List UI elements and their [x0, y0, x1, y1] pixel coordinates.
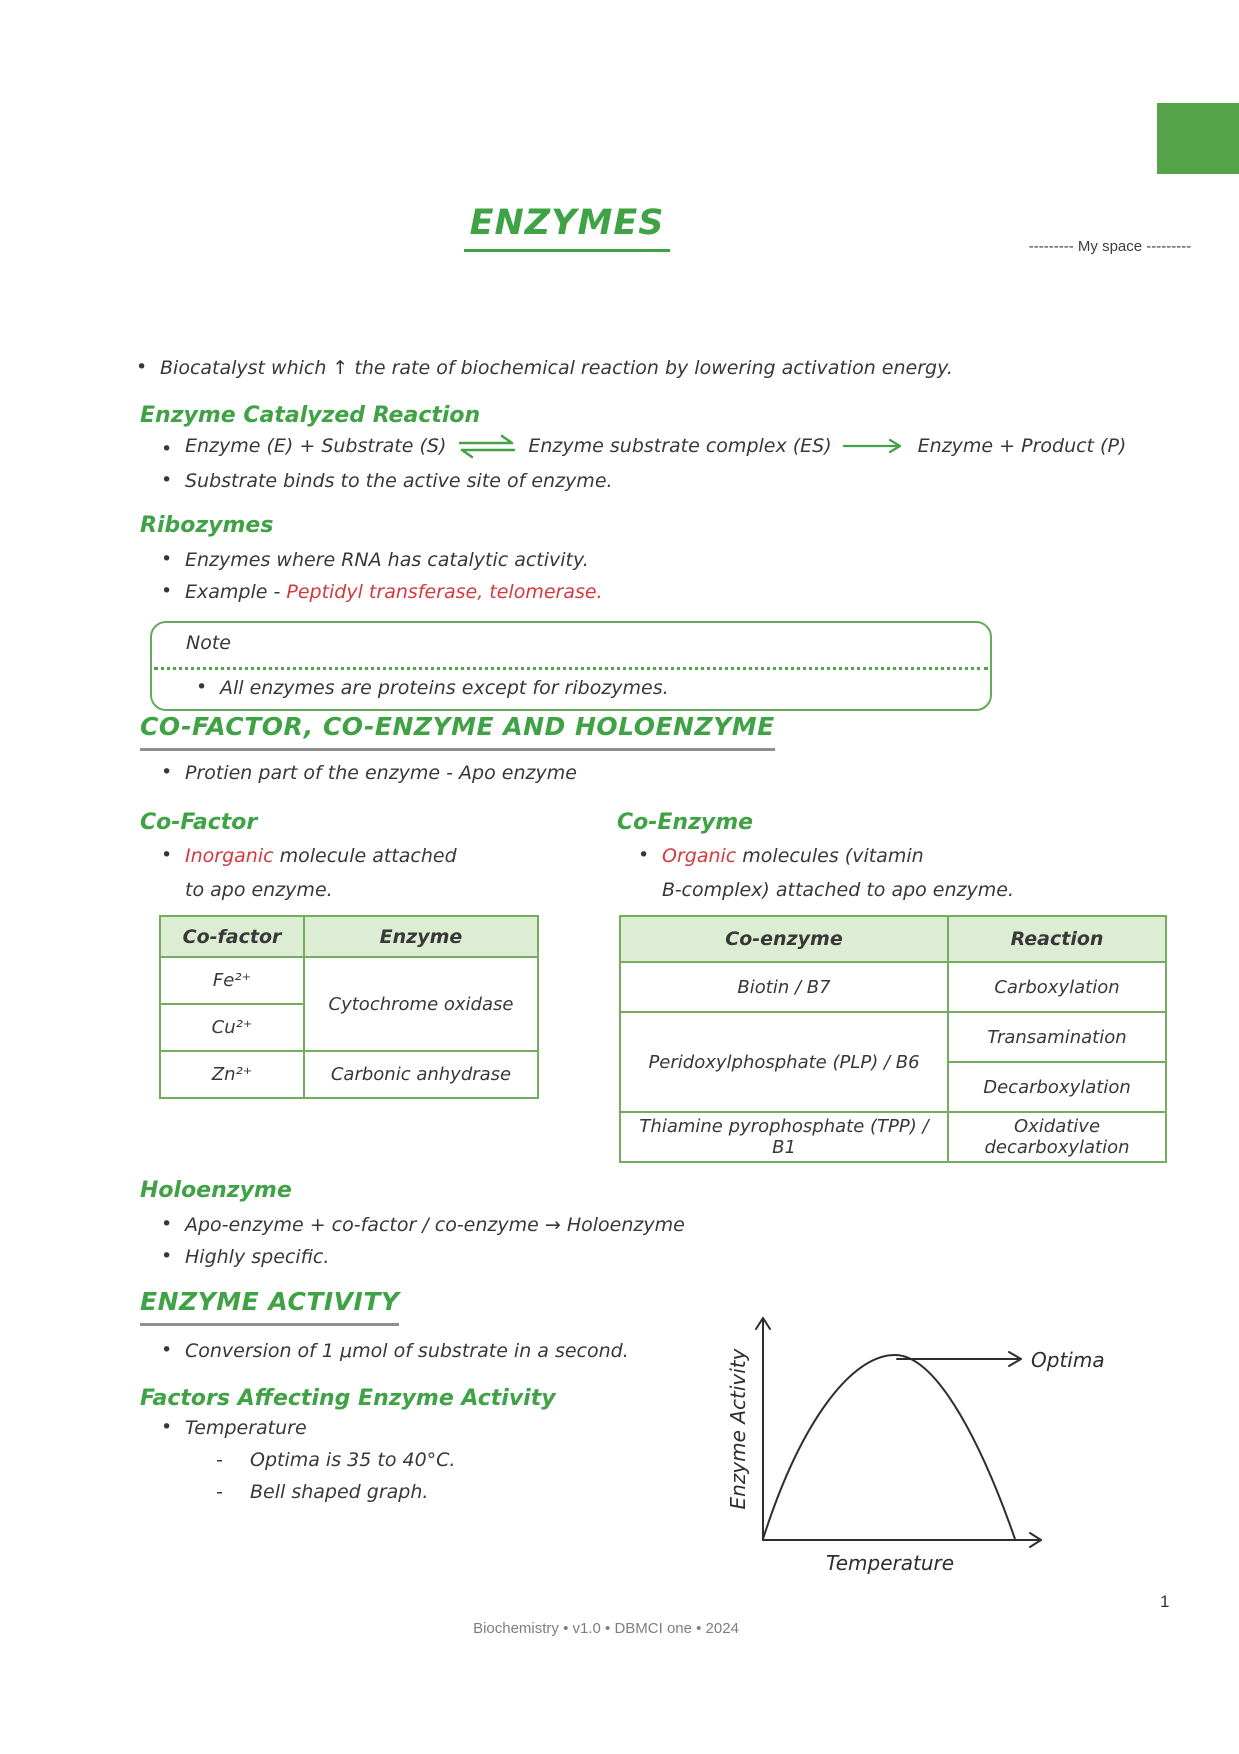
table-cell-cu: Cu²⁺ — [160, 1004, 304, 1051]
coenzyme-table — [619, 915, 1167, 1163]
x-axis — [763, 1533, 1041, 1547]
note-label: Note — [186, 632, 231, 654]
cofactor-bullet-line1 — [185, 845, 457, 869]
cofactor-table-header-1: Co-factor — [160, 916, 304, 957]
table-cell-plp: Peridoxylphosphate (PLP) / B6 — [620, 1012, 948, 1112]
holoenzyme-bullet-2: • Highly specific. — [185, 1246, 329, 1270]
ribozymes-bullet-1: • Enzymes where RNA has catalytic activity. — [185, 549, 589, 573]
optima-arrow-icon — [897, 1352, 1021, 1366]
cofactor-table — [159, 915, 539, 1099]
table-cell-transamination: Transamination — [948, 1012, 1166, 1062]
table-cell-oxidative-decarboxylation: Oxidative decarboxylation — [948, 1112, 1166, 1162]
reaction-bullet: • Substrate binds to the active site of enzyme. — [185, 470, 613, 494]
heading-co-factor: Co-Factor — [140, 810, 258, 835]
note-bullet: • All enzymes are proteins except for ribozymes. — [220, 677, 669, 699]
equation-right: Enzyme + Product (P) — [917, 435, 1127, 457]
note-dotted-divider — [154, 667, 988, 670]
table-cell-carbonic-anhydrase: Carbonic anhydrase — [304, 1051, 538, 1098]
coenzyme-bullet-line2: B-complex) attached to apo enzyme. — [662, 879, 1014, 901]
table-cell-carboxylation: Carboxylation — [948, 962, 1166, 1012]
apo-enzyme-bullet: • Protien part of the enzyme - Apo enzyme — [185, 762, 577, 786]
heading-enzyme-activity: ENZYME ACTIVITY — [140, 1287, 399, 1326]
table-cell-tpp: Thiamine pyrophosphate (TPP) / B1 — [620, 1112, 948, 1162]
optima-label: Optima — [1031, 1348, 1105, 1372]
corner-green-tab — [1157, 103, 1239, 174]
footer-text: Biochemistry • v1.0 • DBMCI one • 2024 — [473, 1620, 739, 1637]
my-space-label: --------- My space --------- — [1028, 238, 1192, 255]
title-wrap — [0, 203, 1134, 252]
temperature-activity-graph — [655, 1293, 1125, 1578]
temperature-bullet: • Temperature — [185, 1417, 307, 1441]
temperature-sub-1: - Optima is 35 to 40°C. — [250, 1449, 455, 1471]
heading-ribozymes: Ribozymes — [140, 513, 274, 538]
example-red-text: Peptidyl transferase, telomerase. — [286, 581, 603, 603]
heading-enzyme-catalyzed-reaction: Enzyme Catalyzed Reaction — [140, 403, 481, 428]
intro-bullet: • Biocatalyst which ↑ the rate of biochemical reaction by lowering activation energy. — [160, 357, 953, 381]
page-title: ENZYMES — [464, 203, 671, 252]
coenzyme-table-header-1: Co-enzyme — [620, 916, 948, 962]
table-cell-zn: Zn²⁺ — [160, 1051, 304, 1098]
table-cell-cytochrome-oxidase: Cytochrome oxidase — [304, 957, 538, 1051]
coenzyme-table-header-2: Reaction — [948, 916, 1166, 962]
enzyme-activity-bullet: • Conversion of 1 μmol of substrate in a second. — [185, 1340, 629, 1364]
y-axis-label: Enzyme Activity — [726, 1348, 750, 1510]
cofactor-bullet-line2: to apo enzyme. — [185, 879, 333, 901]
coenzyme-bullet-line1 — [662, 845, 924, 869]
example-prefix: Example - — [185, 581, 287, 603]
page-number: 1 — [1160, 1592, 1170, 1611]
equation-middle: Enzyme substrate complex (ES) — [528, 435, 832, 457]
table-cell-decarboxylation: Decarboxylation — [948, 1062, 1166, 1112]
heading-cofactor-section: CO-FACTOR, CO-ENZYME AND HOLOENZYME — [140, 712, 775, 751]
heading-factors: Factors Affecting Enzyme Activity — [140, 1386, 556, 1411]
note-box — [150, 621, 992, 711]
holoenzyme-bullet-1: • Apo-enzyme + co-factor / co-enzyme → Holoenzyme — [185, 1214, 685, 1238]
ribozymes-bullet-2 — [185, 581, 603, 605]
cofactor-line1-rest: molecule attached — [273, 845, 457, 867]
forward-arrow-icon — [842, 436, 908, 456]
y-axis — [756, 1318, 770, 1540]
equation-left: Enzyme (E) + Substrate (S) — [185, 435, 447, 457]
heading-holoenzyme: Holoenzyme — [140, 1178, 292, 1203]
x-axis-label: Temperature — [825, 1551, 955, 1575]
table-cell-biotin: Biotin / B7 — [620, 962, 948, 1012]
cofactor-table-header-2: Enzyme — [304, 916, 538, 957]
equilibrium-arrows-icon — [456, 433, 518, 459]
coenzyme-line1-rest: molecules (vitamin — [736, 845, 924, 867]
bell-curve — [763, 1355, 1015, 1539]
inorganic-red-text: Inorganic — [185, 845, 274, 867]
temperature-sub-2: - Bell shaped graph. — [250, 1481, 428, 1503]
heading-co-enzyme: Co-Enzyme — [617, 810, 754, 835]
table-cell-fe: Fe²⁺ — [160, 957, 304, 1004]
reaction-equation — [185, 433, 1126, 459]
organic-red-text: Organic — [662, 845, 737, 867]
